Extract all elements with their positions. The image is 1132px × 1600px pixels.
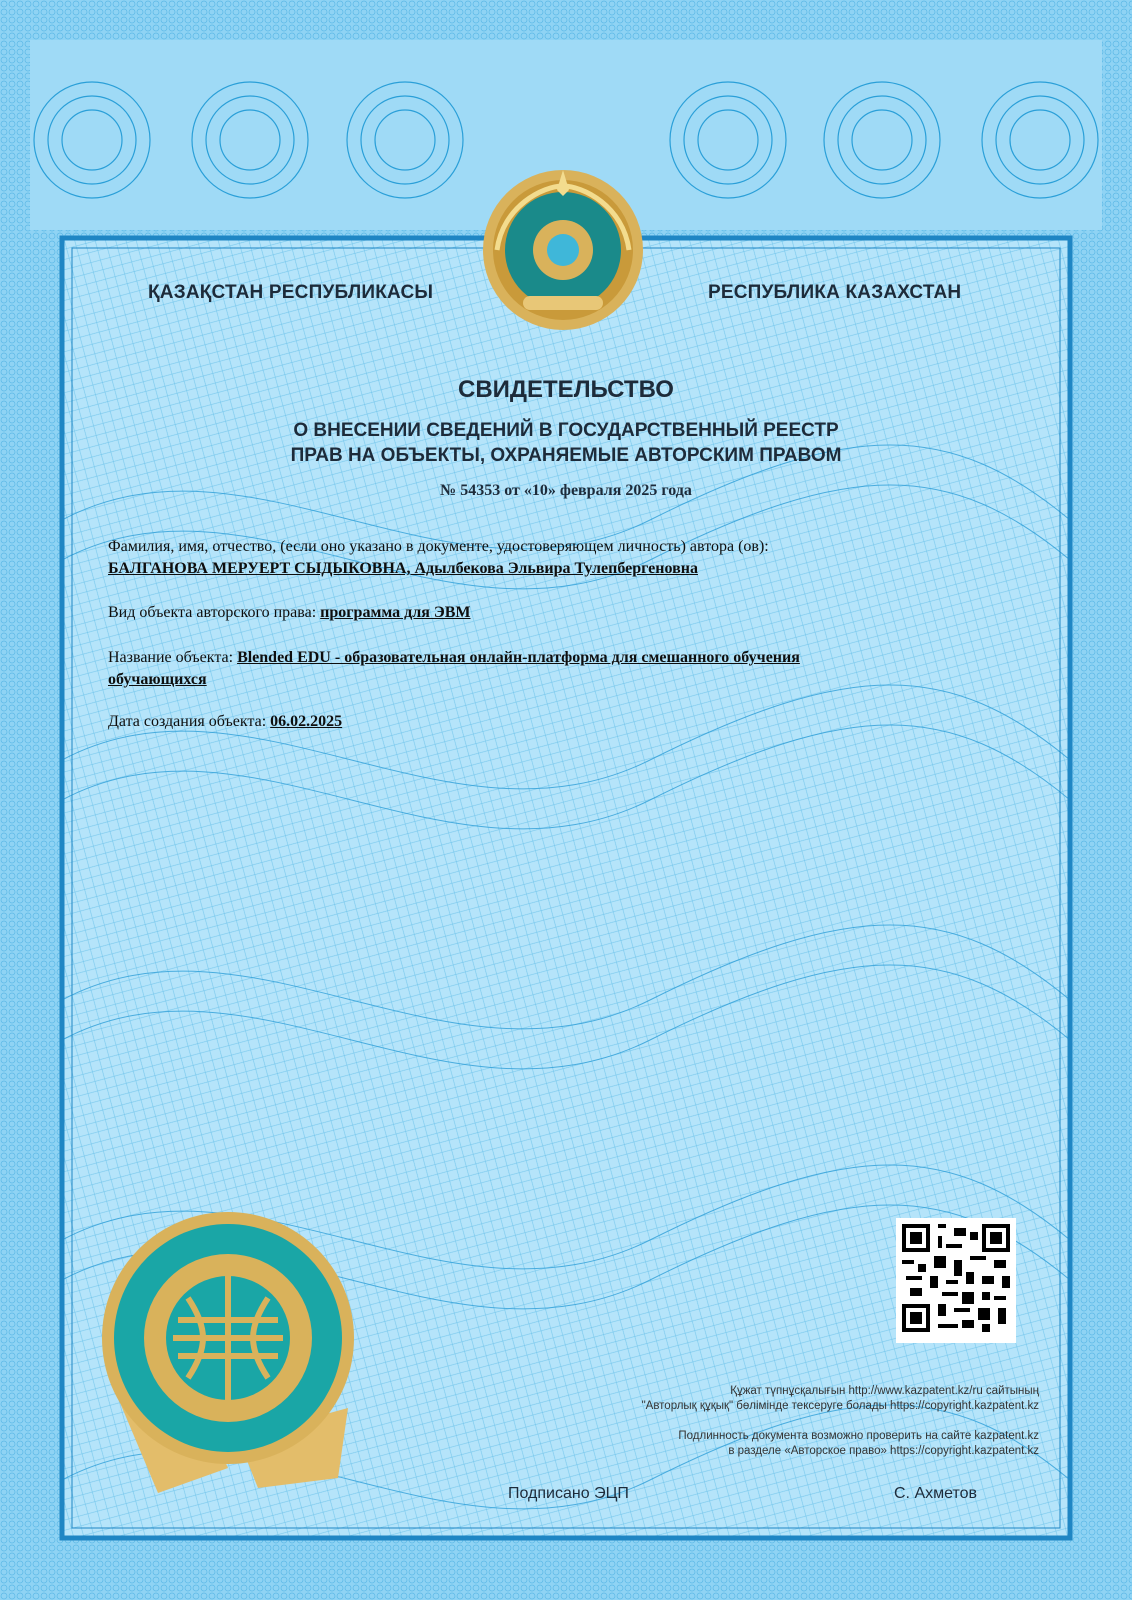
signed-digitally-label: Подписано ЭЦП	[508, 1485, 629, 1502]
state-emblem-icon	[483, 166, 643, 334]
creation-date-row	[108, 713, 342, 731]
document-subtitle-line2: ПРАВ НА ОБЪЕКТЫ, ОХРАНЯЕМЫЕ АВТОРСКИМ ПРАВОМ	[290, 445, 842, 466]
object-name-value: Blended EDU - образовательная онлайн-платформа для смешанного обучения	[237, 649, 800, 666]
object-name-value-continued: обучающихся	[108, 671, 207, 688]
authors-value: БАЛГАНОВА МЕРУЕРТ СЫДЫКОВНА, Адылбекова Эльвира Тулепбергеновна	[108, 560, 698, 577]
country-name-russian: РЕСПУБЛИКА КАЗАХСТАН	[708, 282, 962, 303]
signer-name: С. Ахметов	[894, 1485, 978, 1502]
document-title: СВИДЕТЕЛЬСТВО	[458, 376, 674, 403]
authors-row	[108, 560, 698, 578]
object-type-label: Вид объекта авторского права:	[108, 604, 321, 621]
document-subtitle-line1: О ВНЕСЕНИИ СВЕДЕНИЙ В ГОСУДАРСТВЕННЫЙ РЕЕСТР	[293, 420, 839, 441]
certificate-number: № 54353 от «10» февраля 2025 года	[440, 482, 692, 499]
creation-date-value: 06.02.2025	[270, 713, 343, 730]
verification-kz-line1: Құжат түпнұсқалығын http://www.kazpatent.kz/ru сайтының	[730, 1385, 1039, 1397]
object-name-row	[108, 649, 800, 667]
object-type-row	[108, 604, 471, 622]
institute-seal-icon	[98, 1208, 358, 1498]
country-name-kazakh: ҚАЗАҚСТАН РЕСПУБЛИКАСЫ	[148, 282, 434, 303]
verification-ru-line2: в разделе «Авторское право» https://copyright.kazpatent.kz	[728, 1445, 1039, 1457]
creation-date-label: Дата создания объекта:	[108, 713, 271, 730]
qr-code-icon	[902, 1224, 1010, 1332]
object-type-value: программа для ЭВМ	[320, 604, 471, 621]
qr-code[interactable]	[896, 1218, 1016, 1343]
verification-kz-line2: "Авторлық құқық" бөлімінде тексеруге болады https://copyright.kazpatent.kz	[641, 1400, 1039, 1412]
object-name-label: Название объекта:	[108, 649, 238, 666]
object-name-row-continued	[108, 671, 207, 689]
authors-label: Фамилия, имя, отчество, (если оно указано в документе, удостоверяющем личность) автора (ов):	[108, 538, 769, 555]
verification-ru-line1: Подлинность документа возможно проверить на сайте kazpatent.kz	[678, 1430, 1039, 1442]
